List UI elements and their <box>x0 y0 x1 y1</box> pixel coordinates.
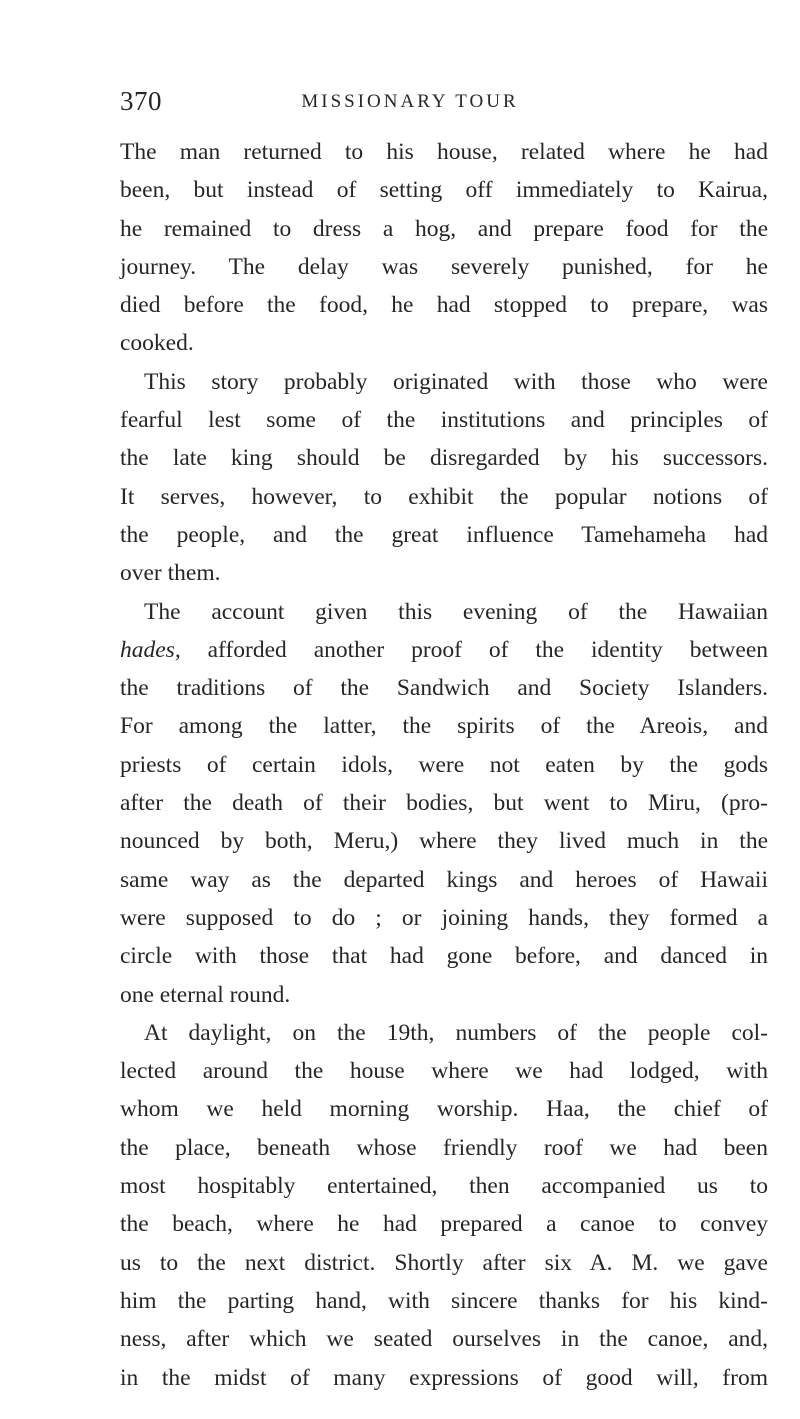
text-line: been, but instead of setting off immediately to Kairua, <box>120 177 768 204</box>
text-line: nounced by both, Meru,) where they lived much in the <box>120 828 768 855</box>
text-line: the traditions of the Sandwich and Society Islanders. <box>120 675 768 702</box>
page-number: 370 <box>120 86 162 116</box>
text-line: cooked. <box>120 330 194 357</box>
text-line: The man returned to his house, related where he had <box>120 139 768 165</box>
text-line: It serves, however, to exhibit the popular notions of <box>120 483 768 510</box>
text-line: him the parting hand, with sincere thanks for his kind- <box>120 1287 768 1314</box>
text-line: one eternal round. <box>120 981 291 1008</box>
text-line: the late king should be disregarded by his successors. <box>120 445 768 472</box>
text-line: For among the latter, the spirits of the Areois, and <box>120 713 768 740</box>
text-line: whom we held morning worship. Haa, the chief of <box>120 1096 768 1123</box>
running-head: MISSIONARY TOUR <box>301 91 519 112</box>
text-line: journey. The delay was severely punished, for he <box>120 253 768 280</box>
text-line: same way as the departed kings and heroes of Hawaii <box>120 866 768 893</box>
text-line: the place, beneath whose friendly roof we had been <box>120 1134 768 1161</box>
text-line: were supposed to do ; or joining hands, they formed a <box>120 904 768 931</box>
text-line: lected around the house where we had lodged, with <box>120 1058 768 1085</box>
text-line: priests of certain idols, were not eaten by the gods <box>120 751 768 778</box>
text-segment: afforded another proof of the identity between <box>180 636 768 663</box>
text-line: in the midst of many expressions of good will, from <box>120 1364 768 1391</box>
text-line: most hospitably entertained, then accompanied us to <box>120 1173 768 1200</box>
text-line: fearful lest some of the institutions and principles of <box>120 407 768 434</box>
text-line: the people, and the great influence Tamehameha had <box>120 521 768 548</box>
body-text <box>120 133 768 1397</box>
text-line: over them. <box>120 560 221 587</box>
text-line: The account given this evening of the Hawaiian <box>144 598 768 625</box>
page-header <box>120 86 700 126</box>
text-line: the beach, where he had prepared a canoe to convey <box>120 1211 768 1238</box>
text-line: after the death of their bodies, but went to Miru, (pro- <box>120 790 768 817</box>
text-line: circle with those that had gone before, and danced in <box>120 943 768 970</box>
text-line: ness, after which we seated ourselves in the canoe, and, <box>120 1326 768 1353</box>
text-line: died before the food, he had stopped to prepare, was <box>120 292 768 319</box>
text-line: At daylight, on the 19th, numbers of the people col- <box>144 1019 768 1046</box>
italic-word: hades, <box>120 636 181 663</box>
text-line: he remained to dress a hog, and prepare food for the <box>120 215 768 242</box>
text-line <box>120 631 768 669</box>
text-line: This story probably originated with those who were <box>144 368 768 395</box>
text-line: us to the next district. Shortly after six A. M. we gave <box>120 1249 768 1276</box>
